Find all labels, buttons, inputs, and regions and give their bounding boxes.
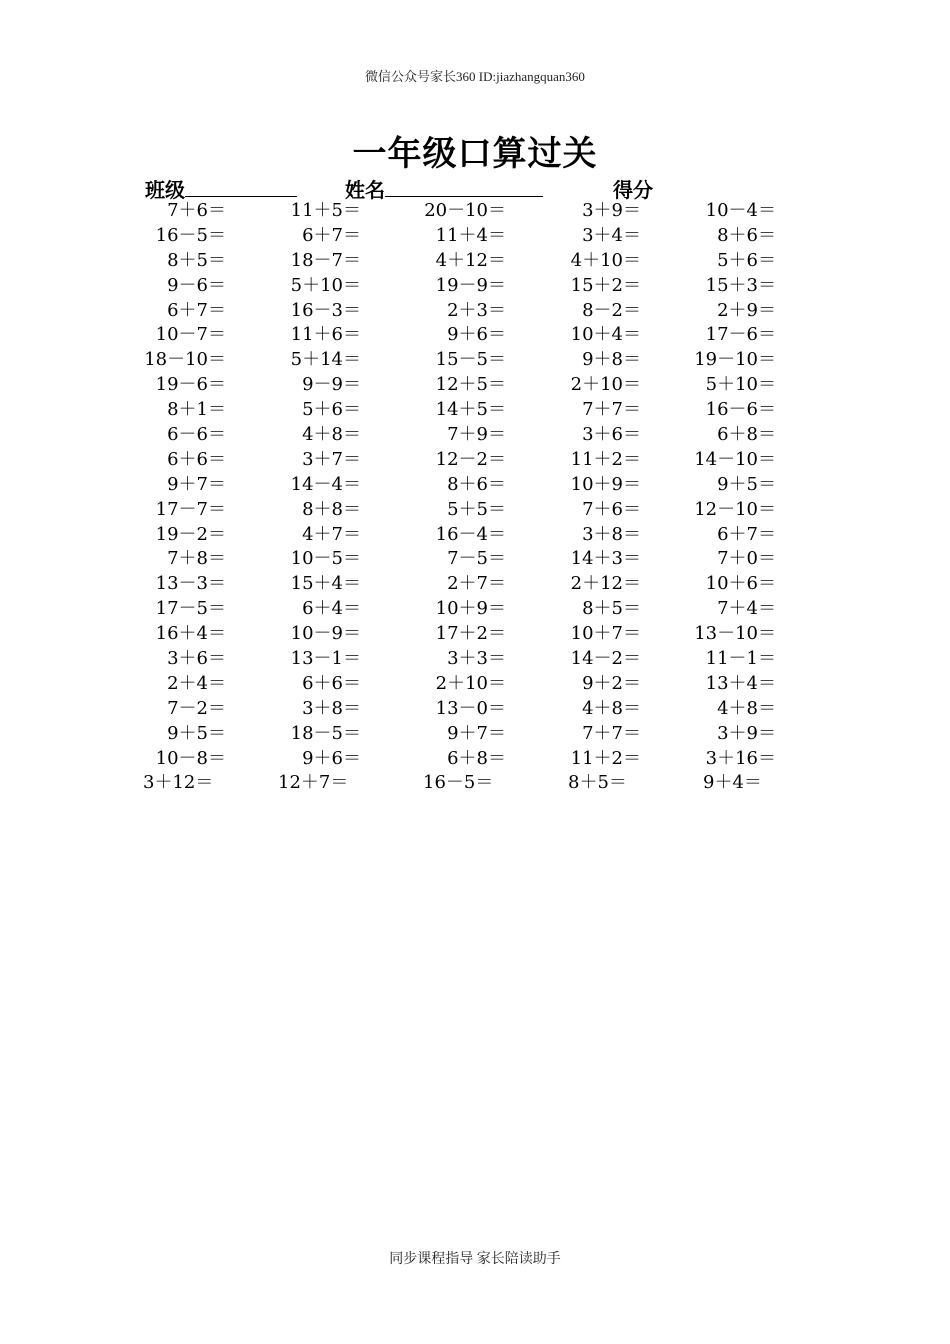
problem-row [140,348,840,373]
problem-item: 10＋6＝ [705,573,776,595]
problem-item: 7－5＝ [447,548,506,570]
problem-item: 9＋5＝ [167,722,226,744]
problem-item: 10－7＝ [155,324,226,346]
problem-item: 3＋3＝ [447,648,506,670]
problem-item: 12＋7＝ [278,772,349,794]
problem-item: 13－1＝ [290,648,361,670]
problem-item: 14－2＝ [570,648,641,670]
problem-row [140,323,840,348]
problem-row [140,622,840,647]
problem-item: 16－6＝ [705,399,776,421]
problem-item: 8＋8＝ [302,498,361,520]
problem-item: 2＋7＝ [447,573,506,595]
problem-item: 9－9＝ [302,374,361,396]
problem-item: 8－2＝ [582,299,641,321]
problem-item: 19－9＝ [435,274,506,296]
problem-item: 4＋8＝ [582,697,641,719]
problem-item: 16－5＝ [155,224,226,246]
problem-item: 11－1＝ [705,648,776,670]
page-title: 一年级口算过关 [352,136,598,173]
problem-item: 10－9＝ [290,623,361,645]
problem-item: 18－5＝ [290,722,361,744]
problem-item: 7＋6＝ [582,498,641,520]
problem-item: 7＋7＝ [582,399,641,421]
problem-item: 4＋7＝ [302,523,361,545]
problem-item: 8＋1＝ [167,399,226,421]
problem-item: 10＋9＝ [435,598,506,620]
problem-item: 9＋7＝ [447,722,506,744]
problem-item: 6＋7＝ [167,299,226,321]
problem-item: 16＋4＝ [155,623,226,645]
problem-item: 12－10＝ [694,498,776,520]
problem-item: 16－4＝ [435,523,506,545]
problem-item: 13－3＝ [155,573,226,595]
problem-item: 8＋6＝ [447,473,506,495]
problem-item: 3＋8＝ [302,697,361,719]
problem-item: 3＋8＝ [582,523,641,545]
problem-item: 2＋12＝ [570,573,641,595]
problem-item: 8＋5＝ [582,598,641,620]
problem-row [140,572,840,597]
problem-item: 10－8＝ [155,747,226,769]
problem-row [140,199,840,224]
problem-item: 11＋2＝ [570,448,641,470]
problem-item: 5＋10＝ [290,274,361,296]
problem-item: 14＋3＝ [570,548,641,570]
class-blank-line[interactable] [185,176,297,197]
problem-row [140,771,840,796]
problem-item: 14－10＝ [694,448,776,470]
problem-item: 6＋6＝ [302,672,361,694]
problem-row [140,523,840,548]
problem-item: 3＋9＝ [717,722,776,744]
problem-item: 2＋9＝ [717,299,776,321]
problem-item: 18－7＝ [290,249,361,271]
problem-row [140,274,840,299]
problem-item: 2＋3＝ [447,299,506,321]
problem-item: 5＋14＝ [290,349,361,371]
problem-item: 2＋10＝ [435,672,506,694]
problem-item: 14＋5＝ [435,399,506,421]
problem-row [140,722,840,747]
problem-item: 5＋5＝ [447,498,506,520]
problem-item: 6－6＝ [167,424,226,446]
problem-row [140,498,840,523]
problem-row [140,747,840,772]
problem-item: 13－0＝ [435,697,506,719]
problem-item: 17－7＝ [155,498,226,520]
problem-item: 6＋6＝ [167,448,226,470]
problem-item: 4＋10＝ [570,249,641,271]
problem-item: 8＋5＝ [167,249,226,271]
problem-item: 18－10＝ [144,349,226,371]
problem-item: 10－4＝ [705,200,776,221]
problem-item: 11＋6＝ [290,324,361,346]
problem-item: 11＋5＝ [290,200,361,221]
problem-item: 5＋10＝ [705,374,776,396]
problem-item: 9＋7＝ [167,473,226,495]
problem-row [140,597,840,622]
header-note: 微信公众号家长360 ID:jiazhangquan360 [365,69,585,84]
problem-item: 2＋10＝ [570,374,641,396]
problem-item: 3＋4＝ [582,224,641,246]
problem-item: 16－5＝ [423,772,494,794]
problem-item: 15－5＝ [435,349,506,371]
problem-item: 19－10＝ [694,349,776,371]
problem-item: 3＋12＝ [143,772,214,794]
problem-item: 15＋4＝ [290,573,361,595]
problem-row [140,423,840,448]
problem-item: 12－2＝ [435,448,506,470]
class-label: 班级 [145,180,185,202]
problem-item: 4＋8＝ [717,697,776,719]
student-info-row [145,174,845,200]
problem-row [140,299,840,324]
problem-item: 8＋5＝ [568,772,627,794]
problem-row [140,373,840,398]
problem-item: 19－2＝ [155,523,226,545]
problem-row [140,398,840,423]
problem-row [140,249,840,274]
problem-item: 3＋6＝ [167,648,226,670]
problem-item: 5＋6＝ [302,399,361,421]
problem-item: 4＋12＝ [435,249,506,271]
problem-row [140,473,840,498]
problem-item: 8＋6＝ [717,224,776,246]
problem-item: 9＋2＝ [582,672,641,694]
score-label: 得分 [613,180,653,202]
problem-item: 13＋4＝ [705,672,776,694]
problem-item: 15＋3＝ [705,274,776,296]
problem-item: 9＋5＝ [717,473,776,495]
problem-item: 3＋9＝ [582,200,641,221]
problem-item: 16－3＝ [290,299,361,321]
problem-row [140,448,840,473]
problem-item: 11＋4＝ [435,224,506,246]
problem-item: 14－4＝ [290,473,361,495]
problem-row [140,672,840,697]
problem-item: 3＋16＝ [705,747,776,769]
problem-item: 20－10＝ [424,200,506,221]
problem-item: 10＋7＝ [570,623,641,645]
problem-item: 7＋9＝ [447,424,506,446]
problem-row [140,697,840,722]
problem-item: 3＋6＝ [582,424,641,446]
problem-item: 6＋7＝ [717,523,776,545]
problem-item: 6＋7＝ [302,224,361,246]
problem-item: 7＋4＝ [717,598,776,620]
problem-item: 6＋8＝ [717,424,776,446]
problem-item: 9＋6＝ [302,747,361,769]
name-blank-line[interactable] [385,176,543,197]
problem-item: 19－6＝ [155,374,226,396]
problem-item: 9＋6＝ [447,324,506,346]
problem-item: 5＋6＝ [717,249,776,271]
footer-note: 同步课程指导 家长陪读助手 [389,1252,561,1267]
problem-item: 7－2＝ [167,697,226,719]
problem-row [140,547,840,572]
problem-item: 2＋4＝ [167,672,226,694]
name-label: 姓名 [345,180,385,202]
problem-item: 13－10＝ [694,623,776,645]
problem-item: 9＋8＝ [582,349,641,371]
problem-item: 7＋0＝ [717,548,776,570]
problem-item: 4＋8＝ [302,424,361,446]
problem-item: 11＋2＝ [570,747,641,769]
problem-item: 7＋7＝ [582,722,641,744]
problem-item: 3＋7＝ [302,448,361,470]
problem-item: 15＋2＝ [570,274,641,296]
problem-grid [140,199,840,796]
problem-row [140,647,840,672]
problem-item: 10＋4＝ [570,324,641,346]
problem-item: 6＋4＝ [302,598,361,620]
problem-item: 7＋6＝ [167,200,226,221]
problem-item: 6＋8＝ [447,747,506,769]
problem-row [140,224,840,249]
problem-item: 10＋9＝ [570,473,641,495]
problem-item: 17＋2＝ [435,623,506,645]
problem-item: 9＋4＝ [703,772,762,794]
problem-item: 9－6＝ [167,274,226,296]
problem-item: 7＋8＝ [167,548,226,570]
problem-item: 12＋5＝ [435,374,506,396]
problem-item: 17－6＝ [705,324,776,346]
problem-item: 17－5＝ [155,598,226,620]
problem-item: 10－5＝ [290,548,361,570]
